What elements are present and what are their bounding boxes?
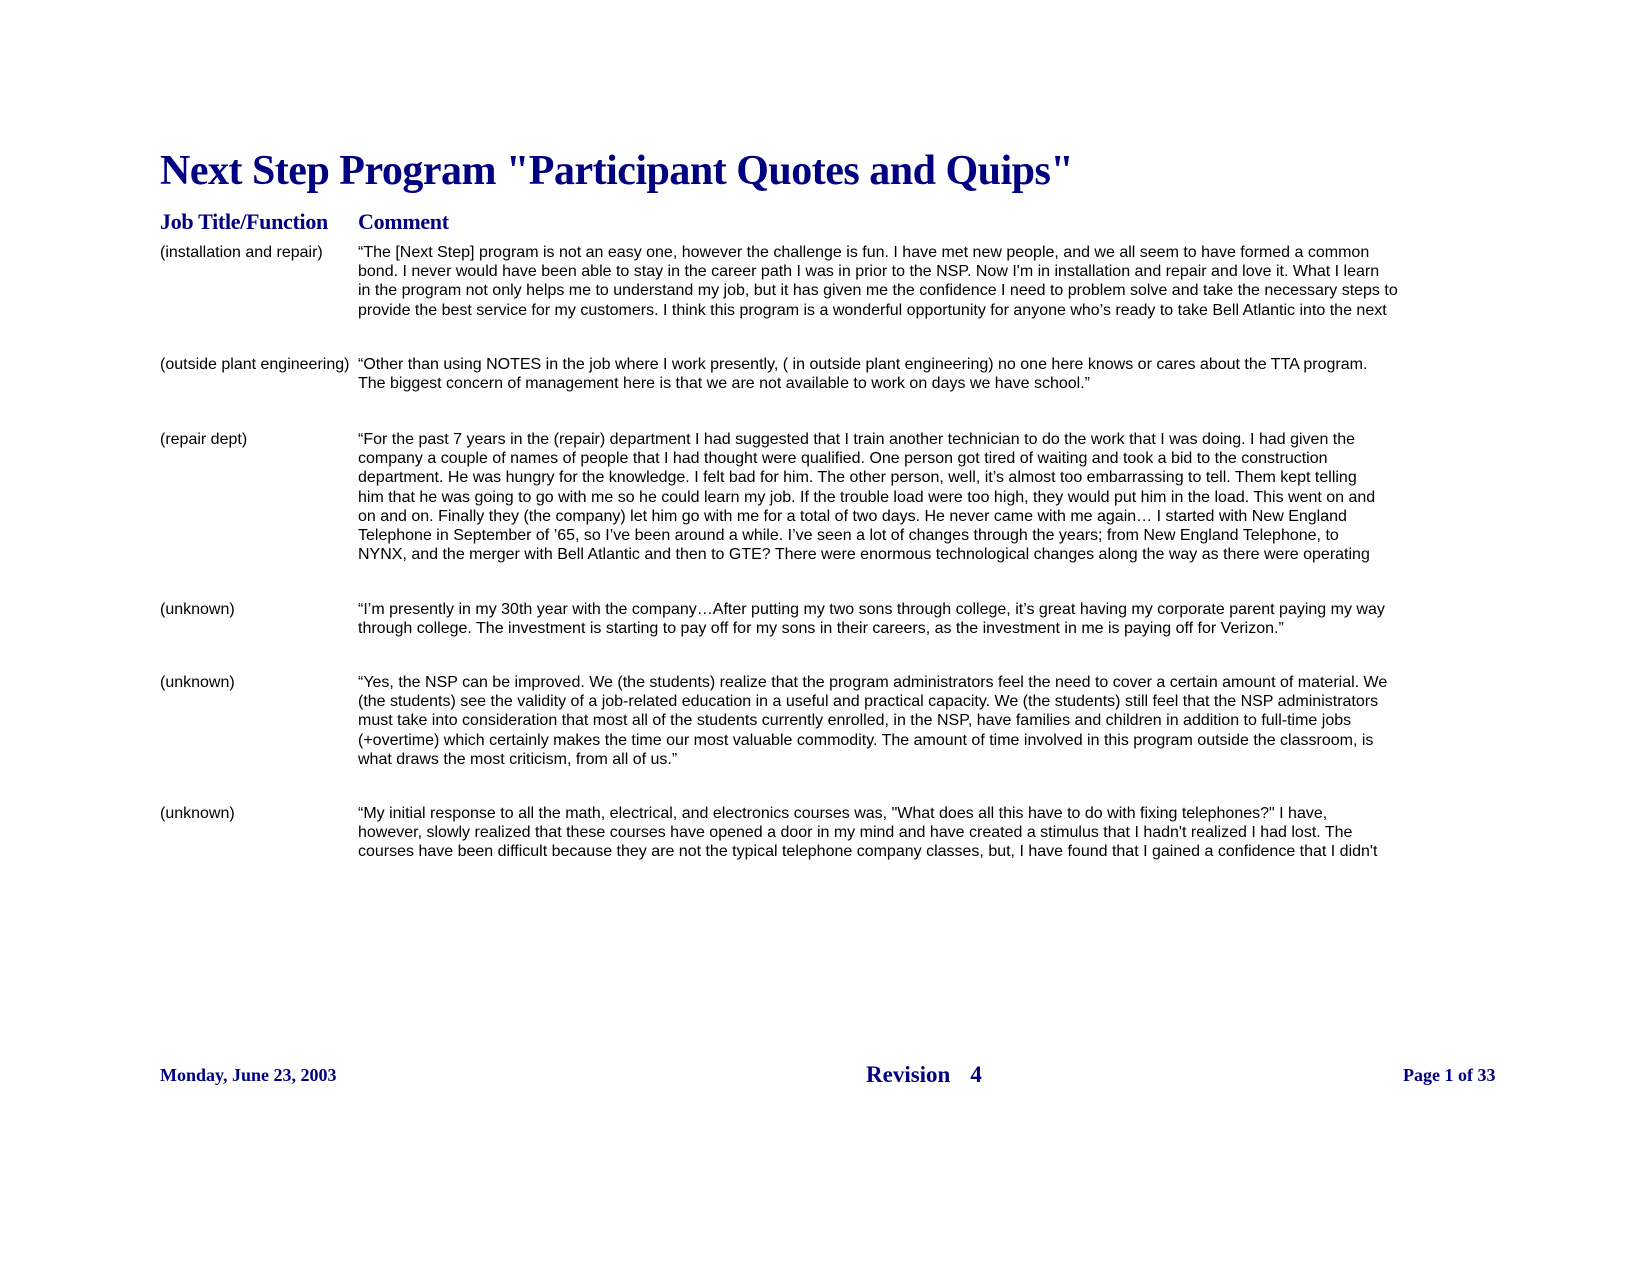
comment-line: Telephone in September of ’65, so I’ve been around a while. I’ve seen a lot of changes through the years; from New England Telephone, to: [358, 527, 1339, 545]
entry-job-title: (outside plant engineering): [160, 356, 350, 373]
comment-line: company a couple of names of people that I had thought were qualified. One person got tired of waiting and took a bid to the construction: [358, 450, 1328, 468]
entry-comment: [358, 430, 1458, 564]
column-header-job-title: Job Title/Function: [160, 209, 328, 234]
page-title: Next Step Program "Participant Quotes and Quips": [160, 148, 1074, 194]
comment-line: bond. I never would have been able to stay in the career path I was in prior to the NSP. Now I'm in installation and repair and love it. What I learn: [358, 263, 1380, 281]
footer-page-number: Page 1 of 33: [1403, 1065, 1496, 1085]
entry-job-title: (repair dept): [160, 431, 248, 448]
entry-comment: [358, 600, 1458, 638]
entry-comment: [358, 673, 1458, 769]
comment-line: department. He was hungry for the knowledge. I felt bad for him. The other person, well, it’s almost too embarrassing to tell. Them kept telling: [358, 469, 1357, 487]
comment-line: him that he was going to go with me so he could learn my job. If the trouble load were too high, they would put him in the load. This went on and: [358, 488, 1376, 506]
comment-line: on and on. Finally they (the company) let him go with me for a total of two days. He never came with me again… I started with New England: [358, 507, 1347, 525]
footer-revision: [866, 1063, 982, 1086]
comment-line: what draws the most criticism, from all of us.”: [358, 750, 678, 768]
entry-job-title: (installation and repair): [160, 244, 323, 261]
comment-line: courses have been difficult because they are not the typical telephone company classes, but, I have found that I gained a confidence that I didn't: [358, 843, 1378, 861]
comment-line: “I’m presently in my 30th year with the company…After putting my two sons through college, it’s great having my corporate parent paying my way: [358, 601, 1385, 618]
entry-comment: [358, 804, 1458, 862]
footer-date: Monday, June 23, 2003: [160, 1065, 337, 1085]
revision-label: Revision: [866, 1062, 951, 1087]
comment-line: “For the past 7 years in the (repair) department I had suggested that I train another technician to do the work that I was doing. I had given the: [358, 431, 1356, 448]
column-header-comment: Comment: [358, 209, 449, 234]
comment-line: (the students) see the validity of a job-related education in a useful and practical capacity. We (the students) still feel that the NSP administrators: [358, 693, 1379, 711]
revision-number: 4: [970, 1062, 982, 1087]
comment-line: “My initial response to all the math, electrical, and electronics courses was, "What does all this have to do with fixing telephones?" I have,: [358, 805, 1328, 822]
comment-line: (+overtime) which certainly makes the time our most valuable commodity. The amount of time involved in this program outside the classroom, is: [358, 731, 1374, 749]
comment-line: through college. The investment is starting to pay off for my sons in their careers, as the investment in me is paying off for Verizon.”: [358, 620, 1284, 638]
entry-job-title: (unknown): [160, 674, 235, 691]
comment-line: “Yes, the NSP can be improved. We (the students) realize that the program administrators feel the need to cover a certain amount of material. We: [358, 674, 1388, 691]
comment-line: The biggest concern of management here is that we are not available to work on days we have school.”: [358, 375, 1090, 393]
comment-line: “Other than using NOTES in the job where I work presently, ( in outside plant engineering) no one here knows or cares about the TTA program.: [358, 356, 1368, 373]
comment-line: “The [Next Step] program is not an easy one, however the challenge is fun. I have met new people, and we all seem to have formed a common: [358, 244, 1370, 261]
comment-line: NYNX, and the merger with Bell Atlantic and then to GTE? There were enormous technological changes along the way as there were operating: [358, 546, 1370, 564]
entry-job-title: (unknown): [160, 601, 235, 618]
comment-line: in the program not only helps me to understand my job, but it has given me the confidence I need to problem solve and take the necessary steps to: [358, 282, 1398, 300]
comment-line: however, slowly realized that these courses have opened a door in my mind and have created a stimulus that I hadn't realized I had lost. The: [358, 824, 1353, 842]
comment-line: provide the best service for my customers. I think this program is a wonderful opportunity for anyone who’s ready to take Bell Atlantic into the next: [358, 301, 1387, 319]
comment-line: must take into consideration that most all of the students currently enrolled, in the NSP, have families and children in addition to full-time jobs: [358, 712, 1352, 730]
entry-comment: [358, 355, 1458, 393]
entry-job-title: (unknown): [160, 805, 235, 822]
entry-comment: [358, 243, 1458, 320]
